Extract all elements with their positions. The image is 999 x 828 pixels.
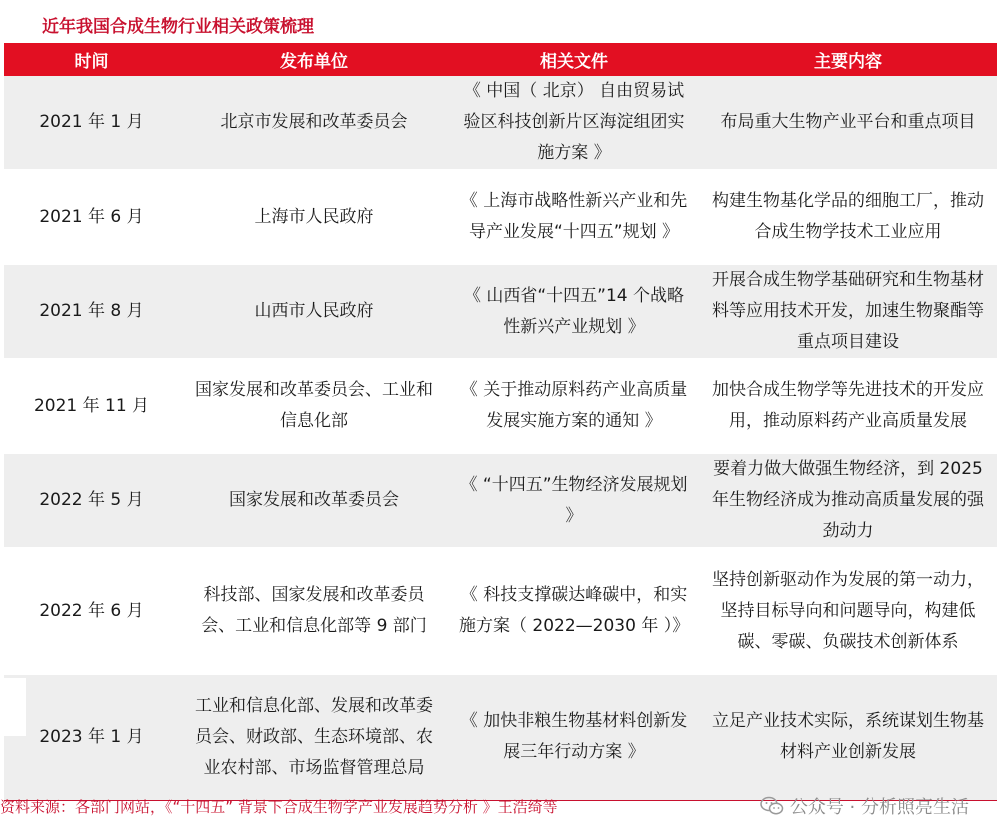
header-document: 相关文件 <box>449 43 699 76</box>
cell-document: 《 科技支撑碳达峰碳中，和实施方案（ 2022—2030 年 ）》 <box>449 548 699 674</box>
table-header-row <box>4 43 997 76</box>
cell-issuer: 山西市人民政府 <box>179 264 449 359</box>
table-row <box>4 170 997 264</box>
policy-table <box>4 43 997 801</box>
cell-issuer: 北京市发展和改革委员会 <box>179 76 449 170</box>
wechat-icon <box>760 796 784 816</box>
cell-content: 坚持创新驱动作为发展的第一动力，坚持目标导向和问题导向，构建低碳、零碳、负碳技术创新体系 <box>699 548 997 674</box>
cell-content: 构建生物基化学品的细胞工厂，推动合成生物学技术工业应用 <box>699 170 997 264</box>
cell-time: 2022 年 6 月 <box>4 548 179 674</box>
cell-issuer: 科技部、国家发展和改革委员会、工业和信息化部等 9 部门 <box>179 548 449 674</box>
table-row <box>4 76 997 170</box>
cell-document: 《 上海市战略性新兴产业和先导产业发展“十四五”规划 》 <box>449 170 699 264</box>
cell-issuer: 工业和信息化部、发展和改革委员会、财政部、生态环境部、农业农村部、市场监督管理总局 <box>179 674 449 800</box>
page-title: 近年我国合成生物行业相关政策梳理 <box>42 17 314 37</box>
header-issuer: 发布单位 <box>179 43 449 76</box>
cell-time: 2021 年 6 月 <box>4 170 179 264</box>
cell-time: 2021 年 1 月 <box>4 76 179 170</box>
cell-content: 布局重大生物产业平台和重点项目 <box>699 76 997 170</box>
cell-document: 《 关于推动原料药产业高质量发展实施方案的通知 》 <box>449 359 699 453</box>
table-row <box>4 453 997 548</box>
cell-content: 要着力做大做强生物经济，到 2025 年生物经济成为推动高质量发展的强劲动力 <box>699 453 997 548</box>
cell-time: 2023 年 1 月 <box>4 674 179 800</box>
cell-document: 《 “十四五”生物经济发展规划 》 <box>449 453 699 548</box>
watermark-text: 公众号 · 分析照亮生活 <box>789 797 969 818</box>
background-patch <box>0 678 26 736</box>
source-note: 资料来源：各部门网站，《“十四五” 背景下合成生物学产业发展趋势分析 》王浩绮等 <box>0 798 558 816</box>
cell-issuer: 国家发展和改革委员会 <box>179 453 449 548</box>
cell-content: 开展合成生物学基础研究和生物基材料等应用技术开发，加速生物聚酯等重点项目建设 <box>699 264 997 359</box>
header-content: 主要内容 <box>699 43 997 76</box>
table-row <box>4 674 997 800</box>
cell-issuer: 国家发展和改革委员会、工业和信息化部 <box>179 359 449 453</box>
cell-time: 2021 年 11 月 <box>4 359 179 453</box>
cell-content: 加快合成生物学等先进技术的开发应用，推动原料药产业高质量发展 <box>699 359 997 453</box>
cell-issuer: 上海市人民政府 <box>179 170 449 264</box>
watermark <box>760 793 969 819</box>
cell-document: 《 加快非粮生物基材料创新发展三年行动方案 》 <box>449 674 699 800</box>
table-row <box>4 264 997 359</box>
cell-content: 立足产业技术实际，系统谋划生物基材料产业创新发展 <box>699 674 997 800</box>
cell-document: 《 山西省“十四五”14 个战略性新兴产业规划 》 <box>449 264 699 359</box>
cell-time: 2021 年 8 月 <box>4 264 179 359</box>
table-row <box>4 548 997 674</box>
cell-time: 2022 年 5 月 <box>4 453 179 548</box>
cell-document: 《 中国（ 北京） 自由贸易试验区科技创新片区海淀组团实施方案 》 <box>449 76 699 170</box>
table-row <box>4 359 997 453</box>
header-time: 时间 <box>4 43 179 76</box>
